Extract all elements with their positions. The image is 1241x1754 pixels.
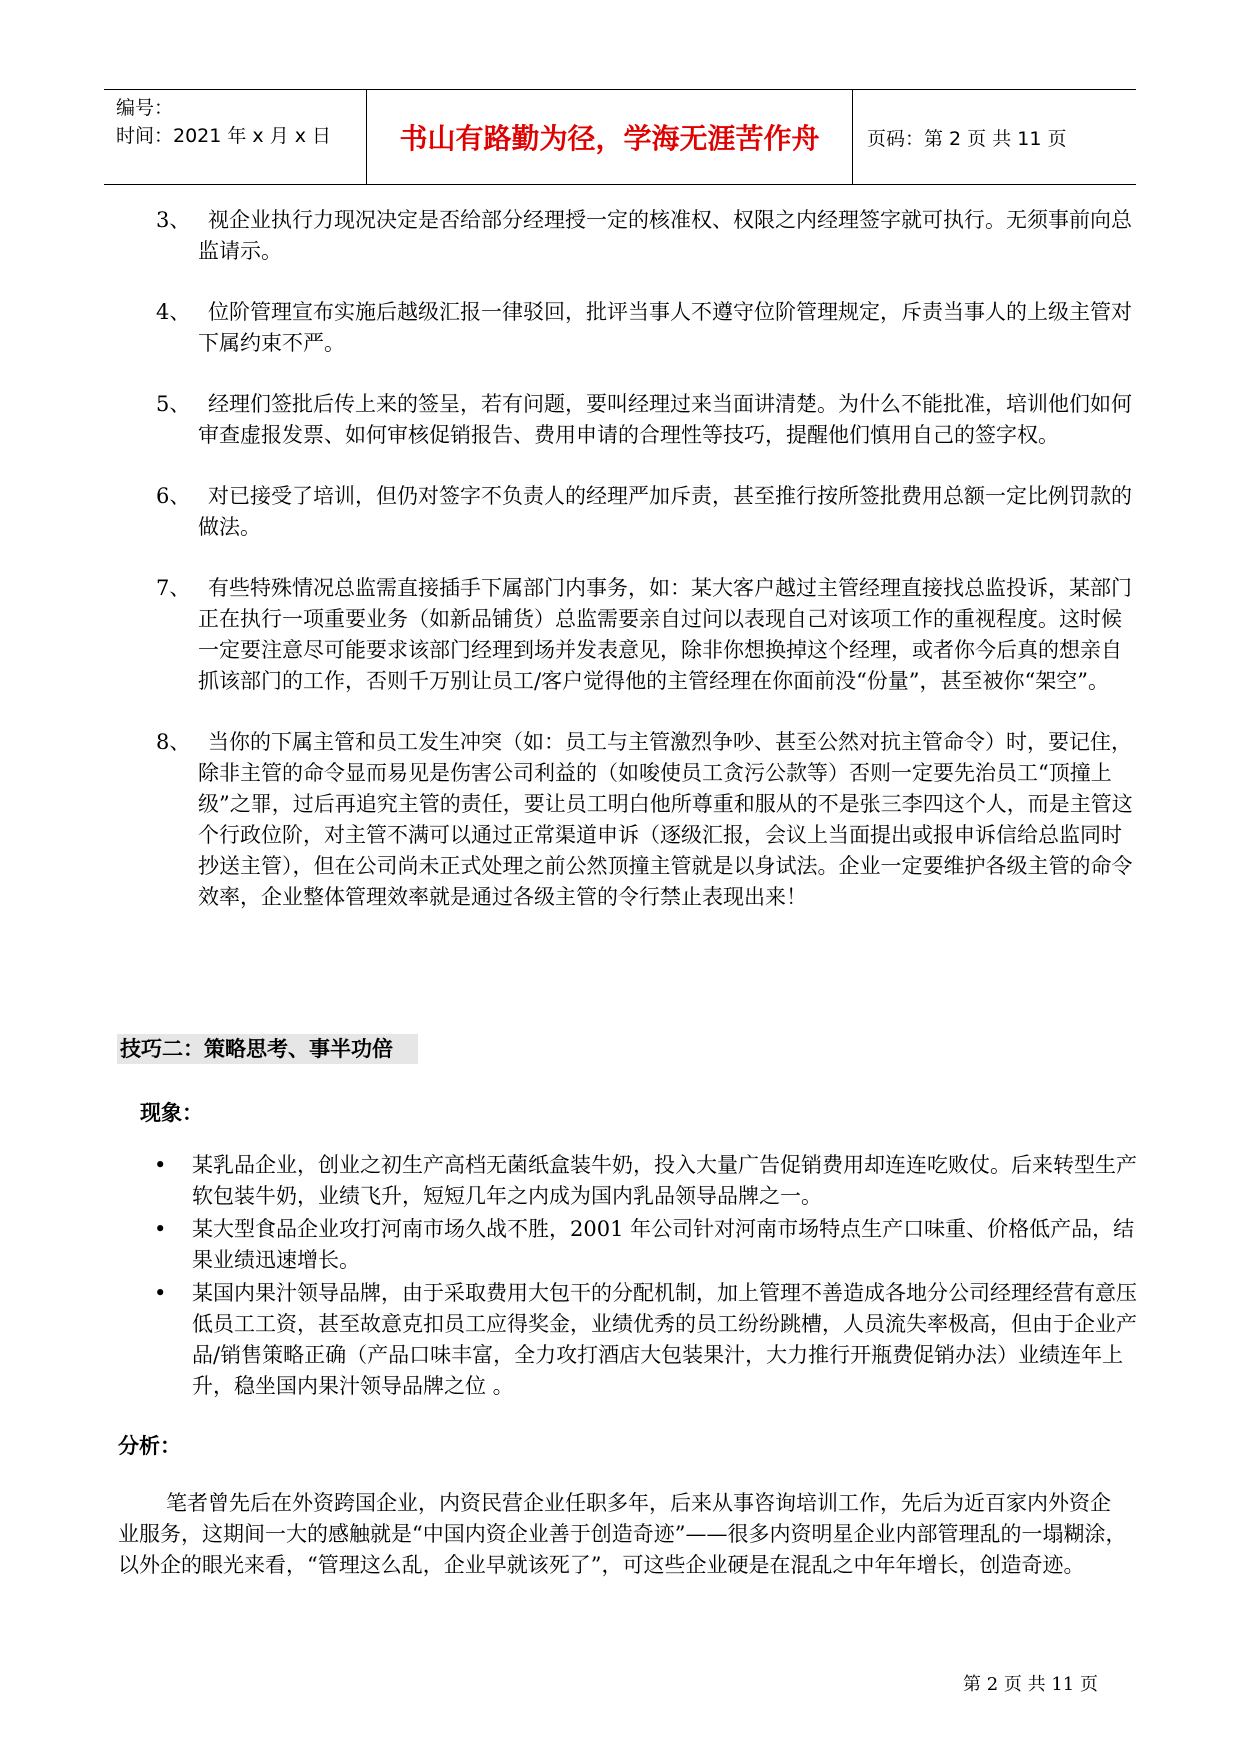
document-number-label: 编号： [116, 97, 174, 119]
item-number: 4、 [156, 300, 191, 324]
list-item [118, 481, 1138, 543]
list-item [118, 389, 1138, 451]
page-footer: 第 2 页 共 11 页 [963, 1674, 1098, 1695]
header-motto: 书山有路勤为径，学海无涯苦作舟 [367, 90, 853, 184]
item-text: 有些特殊情况总监需直接插手下属部门内事务，如：某大客户越过主管经理直接找总监投诉，某部门正在执行一项重要业务（如新品铺货）总监需要亲自过问以表现自己对该项工作的重视程度。这时候一定要注意尽可能要求该部门经理到场并发表意见，除非你想换掉这个经理，或者你今后真的想亲自抓该部门的工作，否则千万别让员工/客户觉得他的主管经理在你面前没“份量”，甚至被你“架空”。 [198, 576, 1132, 693]
header-page-info: 页码：第 2 页 共 11 页 [867, 127, 1067, 150]
item-number: 6、 [156, 484, 191, 508]
item-number: 7、 [156, 576, 191, 600]
section-heading: 技巧二：策略思考、事半功倍 [117, 1034, 418, 1064]
item-text: 位阶管理宣布实施后越级汇报一律驳回，批评当事人不遵守位阶管理规定，斥责当事人的上级主管对下属约束不严。 [198, 300, 1132, 355]
list-item [118, 573, 1138, 697]
header-meta [104, 90, 367, 184]
bullet-text: 某大型食品企业攻打河南市场久战不胜，2001 年公司针对河南市场特点生产口味重、价格低产品，结果业绩迅速增长。 [192, 1217, 1135, 1272]
bullet-dot: • [154, 1281, 167, 1305]
list-item [118, 297, 1138, 359]
item-text: 对已接受了培训，但仍对签字不负责人的经理严加斥责，甚至推行按所签批费用总额一定比例罚款的做法。 [198, 484, 1132, 539]
bullet-list [150, 1150, 1140, 1404]
bullet-dot: • [154, 1217, 167, 1241]
page-header [104, 89, 1136, 185]
list-item [118, 205, 1138, 267]
item-text: 经理们签批后传上来的签呈，若有问题，要叫经理过来当面讲清楚。为什么不能批准，培训他们如何审查虚报发票、如何审核促销报告、费用申请的合理性等技巧，提醒他们慎用自己的签字权。 [198, 392, 1132, 447]
analysis-paragraph: 笔者曾先后在外资跨国企业，内资民营企业任职多年，后来从事咨询培训工作，先后为近百家内外资企业服务，这期间一大的感触就是“中国内资企业善于创造奇迹”——很多内资明星企业内部管理乱的一塌糊涂，以外企的眼光来看，“管理这么乱，企业早就该死了”，可这些企业硬是在混乱之中年年增长，创造奇迹。 [118, 1491, 1127, 1577]
item-number: 8、 [156, 730, 191, 754]
bullet-item [150, 1214, 1140, 1276]
item-number: 5、 [156, 392, 191, 416]
list-item [118, 727, 1138, 913]
item-text: 当你的下属主管和员工发生冲突（如：员工与主管激烈争吵、甚至公然对抗主管命令）时，要记住，除非主管的命令显而易见是伤害公司利益的（如唆使员工贪污公款等）否则一定要先治员工“顶撞上级”之罪，过后再追究主管的责任，要让员工明白他所尊重和服从的不是张三李四这个人，而是主管这个行政位阶，对主管不满可以通过正常渠道申诉（逐级汇报，会议上当面提出或报申诉信给总监同时抄送主管），但在公司尚未正式处理之前公然顶撞主管就是以身试法。企业一定要维护各级主管的命令效率，企业整体管理效率就是通过各级主管的令行禁止表现出来！ [198, 730, 1133, 909]
analysis-heading: 分析： [118, 1434, 181, 1458]
bullet-text: 某国内果汁领导品牌，由于采取费用大包干的分配机制，加上管理不善造成各地分公司经理经营有意压低员工工资，甚至故意克扣员工应得奖金，业绩优秀的员工纷纷跳槽，人员流失率极高，但由于企业产品/销售策略正确（产品口味丰富，全力攻打酒店大包装果汁，大力推行开瓶费促销办法）业绩连年上升，稳坐国内果汁领导品牌之位 。 [192, 1281, 1137, 1398]
bullet-text: 某乳品企业，创业之初生产高档无菌纸盒装牛奶，投入大量广告促销费用却连连吃败仗。后来转型生产软包装牛奶，业绩飞升，短短几年之内成为国内乳品领导品牌之一。 [192, 1153, 1137, 1208]
bullet-dot: • [154, 1153, 167, 1177]
item-text: 视企业执行力现况决定是否给部分经理授一定的核准权、权限之内经理签字就可执行。无须事前向总监请示。 [198, 208, 1132, 263]
bullet-item [150, 1278, 1140, 1402]
item-number: 3、 [156, 208, 191, 232]
phenomenon-heading: 现象： [140, 1101, 203, 1125]
document-time: 时间：2021 年 x 月 x 日 [116, 125, 332, 147]
numbered-list [118, 205, 1138, 943]
bullet-item [150, 1150, 1140, 1212]
